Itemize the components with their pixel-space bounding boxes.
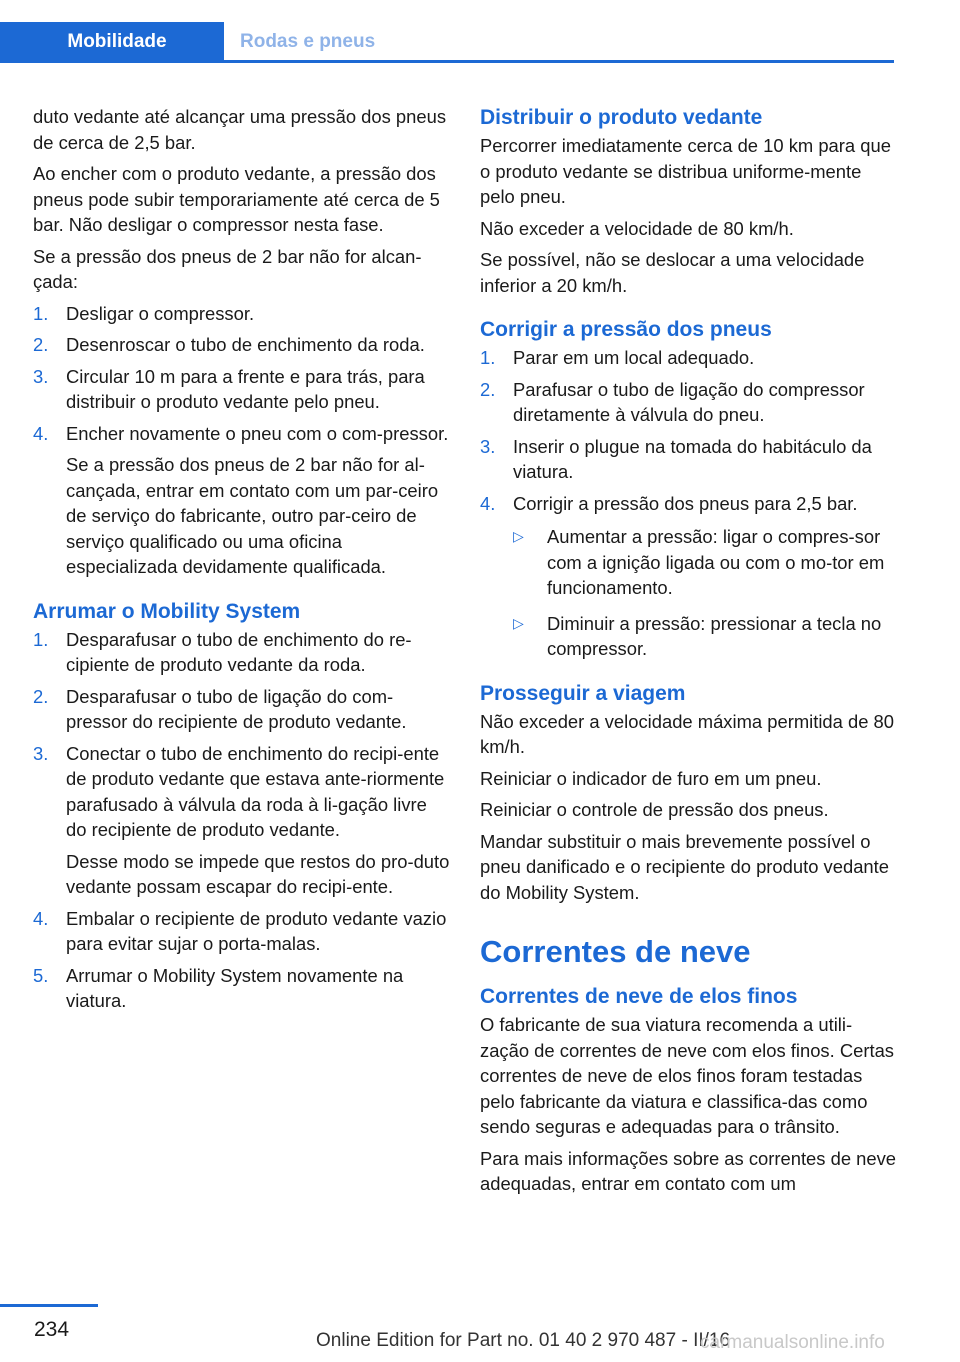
step-text: Desenroscar o tubo de enchimento da roda. xyxy=(66,334,425,355)
step-number: 4. xyxy=(480,492,496,514)
list-item xyxy=(33,963,451,1014)
triangle-bullet-icon: ▷ xyxy=(513,614,524,631)
list-item xyxy=(33,627,451,678)
step-text: Circular 10 m para a frente e para trás, para distribuir o produto vedante pelo pneu. xyxy=(66,365,425,412)
step-text: Arrumar o Mobility System novamente na viatura. xyxy=(66,964,404,1011)
list-item xyxy=(33,421,451,580)
paragraph: Para mais informações sobre as correntes de neve adequadas, entrar em contato com um xyxy=(480,1147,897,1194)
paragraph: Se possível, não se deslocar a uma velocidade inferior a 20 km/h. xyxy=(480,249,865,296)
paragraph: Se a pressão dos pneus de 2 bar não for alcan‐çada: xyxy=(33,245,422,292)
paragraph: Não exceder a velocidade máxima permitida de 80 km/h. xyxy=(480,710,895,757)
section-heading-correct: Corrigir a pressão dos pneus xyxy=(480,318,772,341)
header-rule xyxy=(0,60,894,63)
section-heading-mobility: Arrumar o Mobility System xyxy=(33,599,301,623)
paragraph: Ao encher com o produto vedante, a pressão dos pneus pode subir temporariamente até cerca de 5 bar. Não desligar o compressor nesta fase. xyxy=(33,163,440,235)
step-number: 2. xyxy=(480,378,496,400)
section-heading-distribute: Distribuir o produto vedante xyxy=(480,106,763,129)
footer-rule xyxy=(0,1304,98,1307)
step-text: Parar em um local adequado. xyxy=(513,347,755,368)
step-text: Desparafusar o tubo de enchimento do re‐cipiente de produto vedante da roda. xyxy=(66,628,412,675)
left-column xyxy=(33,104,451,1020)
step-number: 4. xyxy=(33,907,49,929)
edition-note: Online Edition for Part no. 01 40 2 970 487 - II/16 xyxy=(316,1330,731,1351)
sub-list-item xyxy=(513,611,898,662)
sub-list xyxy=(513,524,898,662)
step-text: Desparafusar o tubo de ligação do com‐pressor do recipiente de produto vedante. xyxy=(66,685,407,732)
paragraph: Percorrer imediatamente cerca de 10 km para que o produto vedante se distribua uniforme‐mente pelo pneu. xyxy=(480,135,891,207)
step-number: 3. xyxy=(33,365,49,387)
step-text: Embalar o recipiente de produto vedante vazio para evitar sujar o porta-malas. xyxy=(66,907,447,954)
steps-list-mobility xyxy=(33,627,451,1014)
section-heading-fine-chains: Correntes de neve de elos finos xyxy=(480,985,798,1008)
steps-list-pressure xyxy=(33,301,451,580)
list-item xyxy=(33,741,451,900)
step-note: Desse modo se impede que restos do pro‐duto vedante possam escapar do recipi‐ente. xyxy=(66,850,450,897)
sub-list-item xyxy=(513,524,898,601)
list-item xyxy=(33,364,451,415)
list-item xyxy=(33,906,451,957)
paragraph: duto vedante até alcançar uma pressão dos pneus de cerca de 2,5 bar. xyxy=(33,106,447,153)
list-item xyxy=(33,301,451,327)
step-text: Parafusar o tubo de ligação do compressor diretamente à válvula do pneu. xyxy=(513,378,865,425)
list-item xyxy=(33,684,451,735)
step-text: Conectar o tubo de enchimento do recipi‐ente de produto vedante que estava ante‐riormente parafusado à válvula da roda à li‐gação livre do recipiente de produto vedante. xyxy=(66,742,445,840)
chapter-heading-chains: Correntes de neve xyxy=(480,934,751,969)
step-number: 1. xyxy=(480,347,496,368)
step-text: Desligar o compressor. xyxy=(66,302,255,324)
sub-item-text: Aumentar a pressão: ligar o compres‐sor com a ignição ligada ou com o mo‐tor em funcionamento. xyxy=(547,526,885,598)
paragraph: O fabricante de sua viatura recomenda a utili‐zação de correntes de neve com elos finos. Certas correntes de neve de elos finos foram testadas pelo fabricante da viatura e classifica‐das como sendo seguras e adequadas para o trânsito. xyxy=(480,1014,895,1137)
step-text: Inserir o plugue na tomada do habitáculo da viatura. xyxy=(513,435,872,482)
step-number: 1. xyxy=(33,628,49,650)
tab-rodas-e-pneus[interactable]: Rodas e pneus xyxy=(240,31,376,52)
step-text: Corrigir a pressão dos pneus para 2,5 bar. xyxy=(513,492,858,514)
list-item xyxy=(480,491,898,662)
page-number: 234 xyxy=(34,1318,70,1341)
list-item xyxy=(480,345,898,371)
watermark: carmanualsonline.info xyxy=(700,1332,885,1353)
list-item xyxy=(33,332,451,358)
step-number: 5. xyxy=(33,964,49,986)
section-heading-continue: Prosseguir a viagem xyxy=(480,681,686,705)
paragraph: Reiniciar o indicador de furo em um pneu. xyxy=(480,767,822,789)
step-number: 3. xyxy=(33,742,49,764)
list-item xyxy=(480,377,898,428)
step-number: 1. xyxy=(33,302,49,324)
tab-mobilidade[interactable]: Mobilidade xyxy=(0,22,224,62)
step-text: Encher novamente o pneu com o com‐pressor. xyxy=(66,422,449,444)
paragraph: Mandar substituir o mais brevemente possível o pneu danificado e o recipiente do produto vedante do Mobility System. xyxy=(480,830,889,903)
step-number: 2. xyxy=(33,334,49,355)
step-note: Se a pressão dos pneus de 2 bar não for al‐cançada, entrar em contato com um par‐ceiro de serviço do fabricante, outro par‐ceiro de serviço qualificado ou uma oficina especializada devidamente qualificada. xyxy=(66,454,439,577)
sub-item-text: Diminuir a pressão: pressionar a tecla no compressor. xyxy=(547,612,882,659)
step-number: 3. xyxy=(480,435,496,457)
list-item xyxy=(480,434,898,485)
paragraph: Não exceder a velocidade de 80 km/h. xyxy=(480,217,794,239)
step-number: 4. xyxy=(33,422,49,444)
triangle-bullet-icon: ▷ xyxy=(513,528,524,544)
steps-list-correct xyxy=(480,345,898,662)
page-header xyxy=(0,0,960,64)
step-number: 2. xyxy=(33,685,49,707)
right-column xyxy=(480,104,898,1203)
paragraph: Reiniciar o controle de pressão dos pneus. xyxy=(480,799,829,820)
